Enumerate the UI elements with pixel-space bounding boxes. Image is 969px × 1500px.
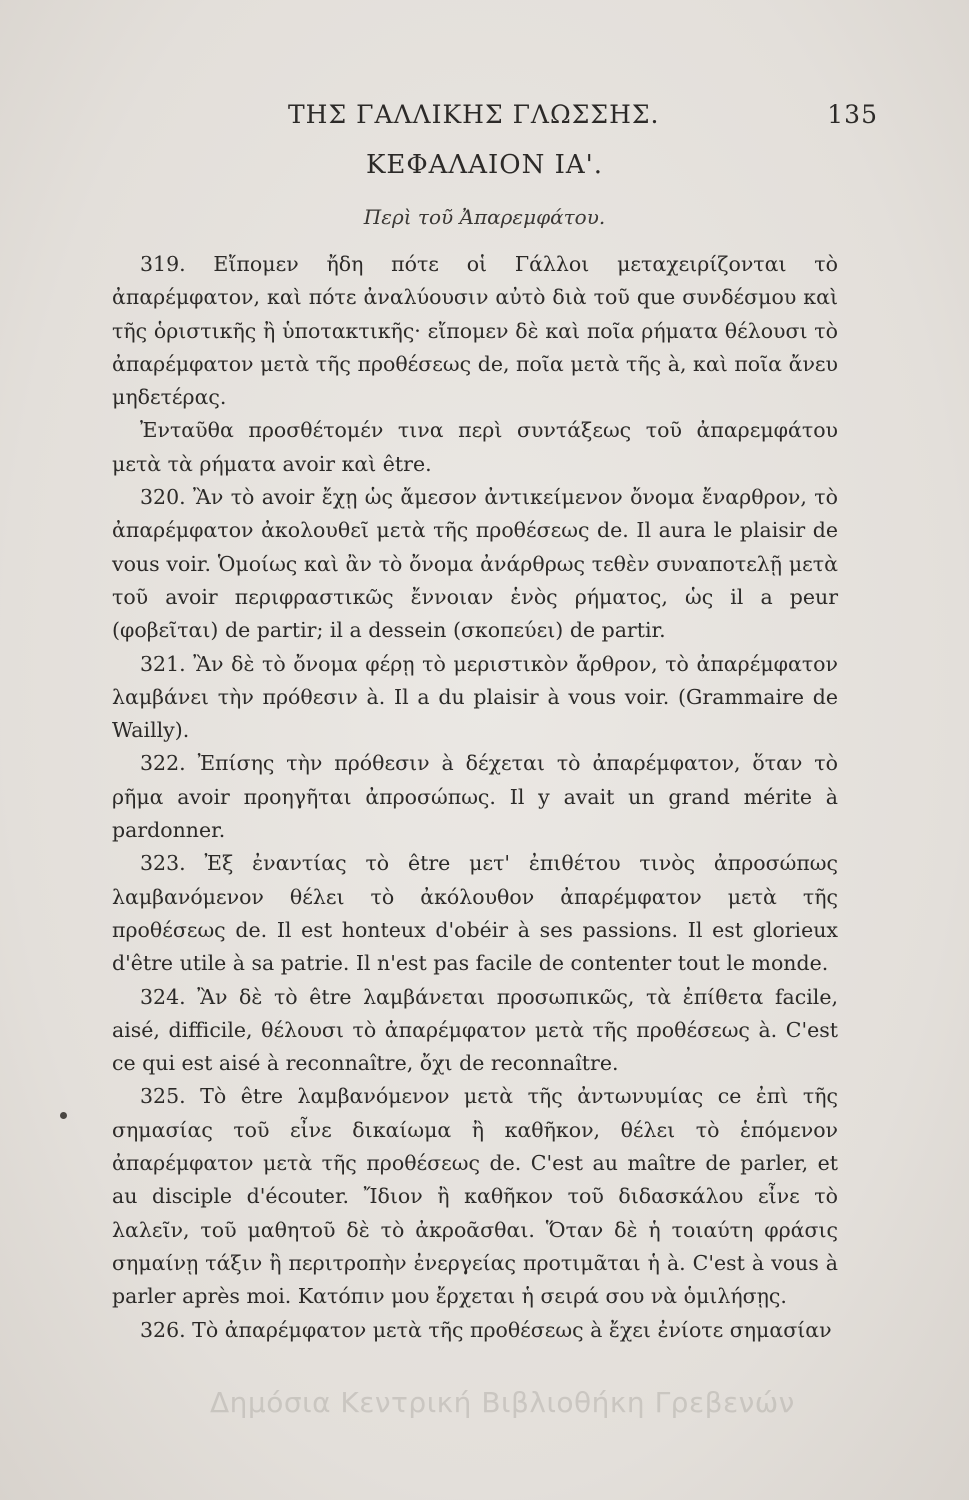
paragraph-324: 324. Ἂν δὲ τὸ être λαμβάνεται προσωπικῶς, τὰ ἐπίθετα facile, aisé, difficile, θέλουσι τὸ ἀπαρέμφατον μετὰ τῆς προθέσεως à. C'est ce qui est aisé à reconnaître, ὄχι de reconnaître. bbox=[112, 984, 838, 1076]
paragraph-320: 320. Ἂν τὸ avoir ἔχῃ ὡς ἄμεσον ἀντικείμενον ὄνομα ἔναρθρον, τὸ ἀπαρέμφατον ἀκολουθεῖ μετὰ τῆς προθέσεως de. Il aura le plaisir de vous voir. Ὁμοίως καὶ ἂν τὸ ὄνομα ἀνάρθρως τεθὲν συναποτελῇ μετὰ τοῦ avoir περιφραστικῶς ἔννοιαν ἑνὸς ρήματος, ὡς il a peur (φοβεῖται) de partir; il a dessein (σκοπεύει) de partir. bbox=[112, 485, 838, 643]
paragraph-319-continued: Ἐνταῦθα προσθέτομέν τινα περὶ συντάξεως τοῦ ἀπαρεμφάτου μετὰ τὰ ρήματα avoir καὶ être. bbox=[112, 418, 838, 476]
paragraph-325: 325. Τὸ être λαμβανόμενον μετὰ τῆς ἀντωνυμίας ce ἐπὶ τῆς σημασίας τοῦ εἶνε δικαίωμα ἢ καθῆκον, θέλει τὸ ἑπόμενον ἀπαρέμφατον μετὰ τῆς προθέσεως de. C'est au maître de parler, et au disciple d'écouter. Ἴδιον ἢ καθῆκον τοῦ διδασκάλου εἶνε τὸ λαλεῖν, τοῦ μαθητοῦ δὲ τὸ ἀκροᾶσθαι. Ὅταν δὲ ἡ τοιαύτη φράσις σημαίνῃ τάξιν ἢ περιτροπὴν ἐνεργείας προτιμᾶται ἡ à. C'est à vous à parler après moi. Κατόπιν μου ἔρχεται ἡ σειρά σου νὰ ὁμιλήσῃς. bbox=[112, 1084, 838, 1309]
body-text bbox=[112, 248, 838, 1347]
page-number: 135 bbox=[827, 100, 878, 129]
running-title: ΤΗΣ ΓΑΛΛΙΚΗΣ ΓΛΩΣΣΗΣ. bbox=[288, 100, 660, 129]
paragraph-322: 322. Ἐπίσης τὴν πρόθεσιν à δέχεται τὸ ἀπαρέμφατον, ὅταν τὸ ρῆμα avoir προηγῆται ἀπροσώπως. Il y avait un grand mérite à pardonner. bbox=[112, 751, 838, 843]
chapter-subtitle: Περὶ τοῦ Ἀπαρεμφάτου. bbox=[363, 205, 606, 229]
paragraph-323: 323. Ἐξ ἐναντίας τὸ être μετ' ἐπιθέτου τινὸς ἀπροσώπως λαμβανόμενον θέλει τὸ ἀκόλουθον ἀπαρέμφατον μετὰ τῆς προθέσεως de. Il est honteux d'obéir à ses passions. Il est glorieux d'être utile à sa patrie. Il n'est pas facile de contenter tout le monde. bbox=[112, 851, 838, 976]
margin-mark bbox=[60, 1112, 67, 1119]
paragraph-326: 326. Τὸ ἀπαρέμφατον μετὰ τῆς προθέσεως à ἔχει ἐνίοτε σημασίαν bbox=[140, 1317, 832, 1342]
running-header bbox=[288, 100, 878, 140]
paragraph-321: 321. Ἂν δὲ τὸ ὄνομα φέρῃ τὸ μεριστικὸν ἄρθρον, τὸ ἀπαρέμφατον λαμβάνει τὴν πρόθεσιν à. Il a du plaisir à vous voir. (Grammaire de Wailly). bbox=[112, 651, 838, 743]
chapter-title: ΚΕΦΑΛΑΙΟΝ ΙΑ'. bbox=[365, 150, 604, 180]
paragraph-319: 319. Εἴπομεν ἤδη πότε οἱ Γάλλοι μεταχειρίζονται τὸ ἀπαρέμφατον, καὶ πότε ἀναλύουσιν αὐτὸ διὰ τοῦ que συνδέσμου καὶ τῆς ὁριστικῆς ἢ ὑποτακτικῆς· εἴπομεν δὲ καὶ ποῖα ρήματα θέλουσι τὸ ἀπαρέμφατον μετὰ τῆς προθέσεως de, ποῖα μετὰ τῆς à, καὶ ποῖα ἄνευ μηδετέρας. bbox=[112, 252, 838, 410]
library-watermark: Δημόσια Κεντρική Βιβλιοθήκη Γρεβενών bbox=[210, 1386, 795, 1419]
